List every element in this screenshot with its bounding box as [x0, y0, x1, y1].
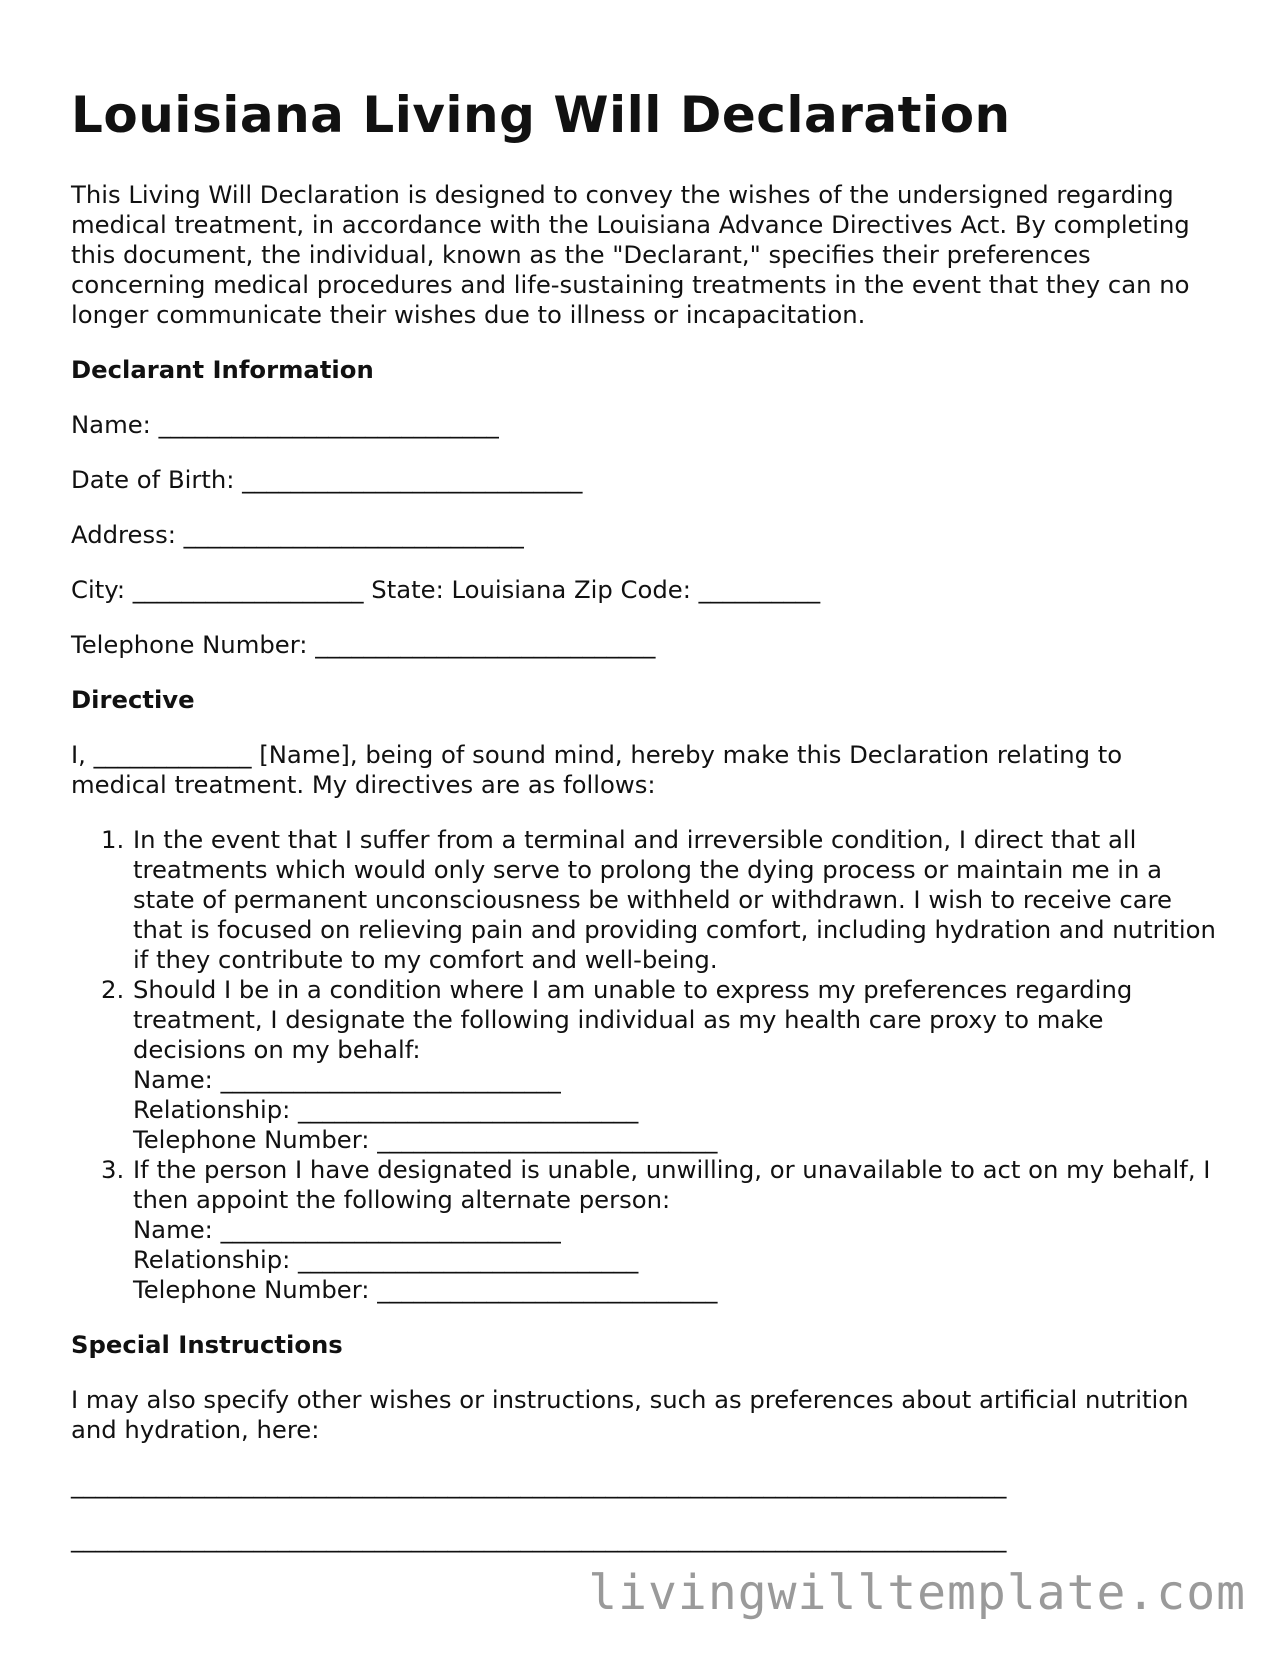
directive-item	[71, 1155, 1221, 1305]
directive-item-number: 1.	[101, 824, 125, 854]
alternate-name-field: Name: ____________________________	[133, 1214, 561, 1244]
declarant-dob-field: Date of Birth: ____________________________	[71, 464, 583, 494]
proxy-phone-field: Telephone Number: ____________________________	[133, 1124, 718, 1154]
directive-item-number: 3.	[101, 1154, 125, 1184]
proxy-name-field: Name: ____________________________	[133, 1064, 561, 1094]
directive-item	[71, 825, 1221, 975]
directive-item-text: In the event that I suffer from a terminal and irreversible condition, I direct that all treatments which would only serve to prolong the dying process or maintain me in a state of permanent unconsciousness be withheld or withdrawn. I wish to receive care that is focused on relieving pain and providing comfort, including hydration and nutrition if they contribute to my comfort and well-being.	[133, 824, 1216, 974]
directive-heading: Directive	[71, 684, 195, 714]
special-instructions-heading: Special Instructions	[71, 1329, 343, 1359]
directive-intro: I, _____________ [Name], being of sound mind, hereby make this Declaration relating to medical treatment. My directives are as follows:	[71, 739, 1123, 799]
declarant-address-field: Address: ____________________________	[71, 519, 524, 549]
proxy-relationship-field: Relationship: ____________________________	[133, 1094, 639, 1124]
special-instructions-line: _____________________________________________________________________________	[71, 1523, 1007, 1553]
special-instructions-text: I may also specify other wishes or instructions, such as preferences about artificial nutrition and hydration, here:	[71, 1384, 1189, 1444]
special-instructions-line: _____________________________________________________________________________	[71, 1469, 1007, 1499]
directive-list	[71, 825, 1221, 1305]
declarant-city-state-zip-field: City: ___________________ State: Louisiana Zip Code: __________	[71, 574, 821, 604]
declarant-heading: Declarant Information	[71, 354, 374, 384]
page-title: Louisiana Living Will Declaration	[71, 86, 1011, 144]
directive-item	[71, 975, 1221, 1155]
alternate-phone-field: Telephone Number: ____________________________	[133, 1274, 718, 1304]
alternate-relationship-field: Relationship: ____________________________	[133, 1244, 639, 1274]
directive-item-text: If the person I have designated is unable, unwilling, or unavailable to act on my behalf, I then appoint the following alternate person:	[133, 1154, 1211, 1214]
directive-item-number: 2.	[101, 974, 125, 1004]
intro-paragraph: This Living Will Declaration is designed to convey the wishes of the undersigned regarding medical treatment, in accordance with the Louisiana Advance Directives Act. By completing this document, the individual, known as the "Declarant," specifies their preferences concerning medical procedures and life-sustaining treatments in the event that they can no longer communicate their wishes due to illness or incapacitation.	[71, 179, 1190, 329]
directive-item-text: Should I be in a condition where I am unable to express my preferences regarding treatment, I designate the following individual as my health care proxy to make decisions on my behalf:	[133, 974, 1133, 1064]
document-page	[71, 84, 1221, 1554]
declarant-name-field: Name: ____________________________	[71, 409, 499, 439]
watermark: livingwilltemplate.com	[588, 1565, 1246, 1621]
declarant-phone-field: Telephone Number: ____________________________	[71, 629, 656, 659]
